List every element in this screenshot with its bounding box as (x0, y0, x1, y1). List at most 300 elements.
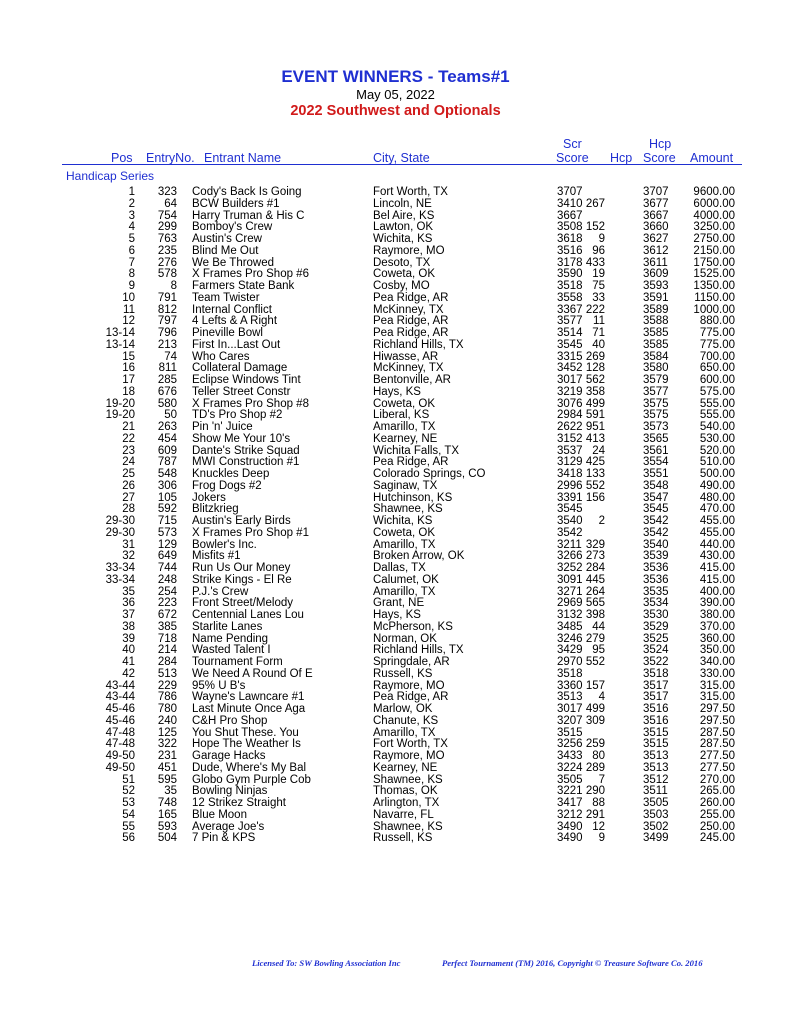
pos-cell: 43-44 (105, 691, 135, 704)
city-state-cell: Pea Ridge, AR (373, 327, 449, 339)
hcp-score-cell: 3589 (643, 303, 669, 316)
entrant-name-cell: Centennial Lanes Lou (192, 609, 304, 621)
entrant-name-cell: P.J.'s Crew (192, 585, 249, 598)
hcp-score-cell: 3585 (643, 327, 669, 339)
city-state-cell: Pea Ridge, AR (373, 691, 449, 704)
entry-no-cell: 105 (157, 491, 177, 504)
hcp-cell: 152 (585, 221, 605, 234)
hcp-cell: 33 (592, 291, 605, 304)
scr-score-cell: 3219 (557, 385, 583, 398)
hcp-score-cell: 3539 (643, 550, 669, 563)
amount-cell: 370.00 (699, 620, 735, 633)
hcp-score-cell: 3573 (643, 421, 669, 433)
entrant-name-cell: Austin's Crew (192, 233, 262, 245)
pos-cell: 13-14 (105, 338, 135, 351)
scr-score-cell: 2622 (557, 421, 583, 433)
pos-cell: 10 (122, 291, 135, 304)
scr-score-cell: 3516 (557, 244, 583, 257)
amount-cell: 390.00 (699, 597, 735, 610)
table-row (0, 281, 791, 293)
entrant-name-cell: Blitzkrieg (192, 503, 239, 516)
amount-cell: 575.00 (699, 385, 735, 398)
city-state-cell: Cosby, MO (373, 280, 430, 292)
hcp-cell: 499 (585, 703, 605, 715)
scr-score-cell: 3129 (557, 456, 583, 469)
amount-cell: 480.00 (699, 491, 735, 504)
hcp-cell: 413 (585, 432, 605, 445)
hcp-cell: 157 (585, 679, 605, 692)
entrant-name-cell: Pineville Bowl (192, 327, 263, 339)
pos-cell: 43-44 (105, 679, 135, 692)
pos-cell: 53 (122, 797, 135, 809)
scr-score-cell: 3558 (557, 291, 583, 304)
entrant-name-cell: Team Twister (192, 291, 260, 304)
footer-license: Licensed To: SW Bowling Association Inc (252, 958, 401, 968)
pos-cell: 19-20 (105, 397, 135, 410)
hcp-cell: 80 (592, 750, 605, 762)
col-header-scr-top: Scr (563, 137, 582, 151)
amount-cell: 380.00 (699, 609, 735, 621)
entry-no-cell: 787 (157, 456, 177, 469)
hcp-cell: 44 (592, 620, 605, 633)
entrant-name-cell: Internal Conflict (192, 303, 272, 316)
city-state-cell: Saginaw, TX (373, 479, 438, 492)
amount-cell: 490.00 (699, 479, 735, 492)
city-state-cell: Raymore, MO (373, 244, 445, 257)
scr-score-cell: 3212 (557, 808, 583, 821)
table-row (0, 340, 791, 352)
entry-no-cell: 592 (157, 503, 177, 516)
entrant-name-cell: Wayne's Lawncare #1 (192, 691, 305, 704)
hcp-score-cell: 3660 (643, 221, 669, 234)
city-state-cell: Amarillo, TX (373, 585, 436, 598)
amount-cell: 500.00 (699, 468, 735, 480)
amount-cell: 265.00 (699, 785, 735, 798)
hcp-cell: 398 (585, 609, 605, 621)
entrant-name-cell: Bowling Ninjas (192, 785, 268, 798)
amount-cell: 287.50 (699, 738, 735, 751)
amount-cell: 1525.00 (693, 268, 735, 281)
amount-cell: 600.00 (699, 374, 735, 386)
scr-score-cell: 2970 (557, 656, 583, 668)
entry-no-cell: 780 (157, 703, 177, 715)
hcp-score-cell: 3548 (643, 479, 669, 492)
pos-cell: 17 (122, 374, 135, 386)
city-state-cell: Marlow, OK (373, 703, 433, 715)
scr-score-cell: 2969 (557, 597, 583, 610)
entrant-name-cell: Bomboy's Crew (192, 221, 273, 234)
pos-cell: 33-34 (105, 573, 135, 586)
amount-cell: 415.00 (699, 562, 735, 574)
amount-cell: 650.00 (699, 362, 735, 375)
hcp-cell: 267 (585, 197, 605, 210)
entry-no-cell: 74 (164, 350, 177, 363)
results-table (0, 187, 791, 845)
entry-no-cell: 763 (157, 233, 177, 245)
scr-score-cell: 3433 (557, 750, 583, 762)
hcp-cell: 329 (585, 538, 605, 551)
hcp-cell: 133 (585, 468, 605, 480)
hcp-cell: 284 (585, 562, 605, 574)
hcp-score-cell: 3513 (643, 750, 669, 762)
pos-cell: 2 (128, 197, 135, 210)
table-row (0, 199, 791, 211)
table-row (0, 833, 791, 845)
entrant-name-cell: Wasted Talent I (192, 644, 271, 657)
hcp-cell: 11 (593, 315, 605, 328)
amount-cell: 277.50 (699, 750, 735, 762)
city-state-cell: Kearney, NE (373, 761, 438, 774)
entry-no-cell: 214 (157, 644, 177, 657)
city-state-cell: Amarillo, TX (373, 726, 436, 739)
entrant-name-cell: X Frames Pro Shop #6 (192, 268, 309, 281)
hcp-score-cell: 3513 (643, 761, 669, 774)
amount-cell: 360.00 (699, 632, 735, 645)
entrant-name-cell: Show Me Your 10's (192, 432, 291, 445)
hcp-score-cell: 3667 (643, 209, 669, 222)
city-state-cell: Hiwasse, AR (373, 350, 439, 363)
scr-score-cell: 3360 (557, 679, 583, 692)
amount-cell: 330.00 (699, 667, 735, 680)
city-state-cell: Wichita, KS (373, 515, 433, 527)
city-state-cell: Hays, KS (373, 609, 421, 621)
scr-score-cell: 3577 (557, 315, 583, 328)
city-state-cell: Fort Worth, TX (373, 738, 448, 751)
entrant-name-cell: MWI Construction #1 (192, 456, 300, 469)
hcp-score-cell: 3575 (643, 409, 669, 422)
scr-score-cell: 3391 (557, 491, 583, 504)
entrant-name-cell: Starlite Lanes (192, 620, 263, 633)
entrant-name-cell: Dude, Where's My Bal (192, 761, 307, 774)
amount-cell: 555.00 (699, 397, 735, 410)
amount-cell: 270.00 (699, 773, 735, 786)
city-state-cell: Colorado Springs, CO (373, 468, 486, 480)
table-row (0, 763, 791, 775)
pos-cell: 29-30 (105, 515, 135, 527)
hcp-score-cell: 3677 (643, 197, 669, 210)
entry-no-cell: 235 (157, 244, 177, 257)
amount-cell: 340.00 (699, 656, 735, 668)
pos-cell: 23 (122, 444, 135, 457)
entrant-name-cell: Name Pending (192, 632, 269, 645)
entry-no-cell: 322 (157, 738, 177, 751)
scr-score-cell: 3256 (557, 738, 583, 751)
amount-cell: 297.50 (699, 703, 735, 715)
amount-cell: 455.00 (699, 515, 735, 527)
hcp-score-cell: 3593 (643, 280, 669, 292)
pos-cell: 33-34 (105, 562, 135, 574)
section-label: Handicap Series (66, 169, 155, 183)
pos-cell: 39 (122, 632, 135, 645)
table-row (0, 469, 791, 481)
hcp-score-cell: 3511 (643, 785, 668, 798)
table-row (0, 704, 791, 716)
entrant-name-cell: Strike Kings - El Re (192, 573, 292, 586)
amount-cell: 3250.00 (693, 221, 735, 234)
amount-cell: 2150.00 (693, 244, 735, 257)
pos-cell: 15 (122, 350, 135, 363)
entrant-name-cell: Last Minute Once Aga (192, 703, 306, 715)
city-state-cell: Broken Arrow, OK (373, 550, 465, 563)
entry-no-cell: 578 (157, 268, 177, 281)
table-row (0, 234, 791, 246)
pos-cell: 27 (122, 491, 135, 504)
entry-no-cell: 240 (157, 714, 177, 727)
city-state-cell: Bel Aire, KS (373, 209, 435, 222)
hcp-cell: 552 (585, 656, 605, 668)
city-state-cell: Richland Hills, TX (373, 644, 464, 657)
hcp-cell: 4 (598, 691, 605, 704)
scr-score-cell: 3514 (557, 327, 583, 339)
pos-cell: 9 (128, 280, 135, 292)
entry-no-cell: 672 (157, 609, 177, 621)
pos-cell: 45-46 (105, 714, 135, 727)
scr-score-cell: 3513 (557, 691, 583, 704)
city-state-cell: Shawnee, KS (373, 773, 443, 786)
city-state-cell: Grant, NE (373, 597, 425, 610)
hcp-score-cell: 3612 (643, 244, 669, 257)
entry-no-cell: 595 (157, 773, 177, 786)
scr-score-cell: 3515 (557, 726, 583, 739)
city-state-cell: Richland Hills, TX (373, 338, 464, 351)
scr-score-cell: 3452 (557, 362, 583, 375)
hcp-score-cell: 3547 (643, 491, 669, 504)
hcp-score-cell: 3609 (643, 268, 669, 281)
hcp-score-cell: 3502 (643, 820, 669, 833)
hcp-cell: 309 (585, 714, 605, 727)
pos-cell: 18 (122, 385, 135, 398)
scr-score-cell: 2996 (557, 479, 583, 492)
entry-no-cell: 791 (157, 291, 177, 304)
footer-copyright: Perfect Tournament (TM) 2016, Copyright © Treasure Software Co. 2016 (442, 958, 703, 968)
pos-cell: 8 (128, 268, 135, 281)
amount-cell: 415.00 (699, 573, 735, 586)
hcp-cell: 259 (585, 738, 605, 751)
scr-score-cell: 2984 (557, 409, 583, 422)
pos-cell: 36 (122, 597, 135, 610)
pos-cell: 6 (128, 244, 135, 257)
hcp-cell: 291 (585, 808, 605, 821)
city-state-cell: McPherson, KS (373, 620, 453, 633)
hcp-cell: 290 (585, 785, 605, 798)
city-state-cell: Norman, OK (373, 632, 437, 645)
city-state-cell: Dallas, TX (373, 562, 426, 574)
city-state-cell: Wichita, KS (373, 233, 433, 245)
amount-cell: 775.00 (699, 327, 735, 339)
hcp-score-cell: 3584 (643, 350, 669, 363)
pos-cell: 32 (122, 550, 135, 563)
amount-cell: 2750.00 (693, 233, 735, 245)
pos-cell: 26 (122, 479, 135, 492)
pos-cell: 13-14 (105, 327, 135, 339)
hcp-score-cell: 3534 (643, 597, 669, 610)
entry-no-cell: 263 (157, 421, 177, 433)
pos-cell: 49-50 (105, 750, 135, 762)
hcp-cell: 75 (592, 280, 605, 292)
entrant-name-cell: Who Cares (192, 350, 250, 363)
hcp-score-cell: 3580 (643, 362, 669, 375)
entry-no-cell: 385 (157, 620, 177, 633)
city-state-cell: Chanute, KS (373, 714, 439, 727)
scr-score-cell: 3410 (557, 197, 583, 210)
city-state-cell: Russell, KS (373, 667, 433, 680)
hcp-cell: 273 (585, 550, 605, 563)
hcp-cell: 7 (598, 773, 605, 786)
hcp-score-cell: 3517 (643, 691, 669, 704)
hcp-score-cell: 3516 (643, 703, 669, 715)
hcp-cell: 9 (598, 832, 605, 845)
table-row (0, 328, 791, 340)
hcp-score-cell: 3512 (643, 773, 669, 786)
amount-cell: 540.00 (699, 421, 735, 433)
scr-score-cell: 3508 (557, 221, 583, 234)
entrant-name-cell: Cody's Back Is Going (192, 186, 302, 198)
entry-no-cell: 754 (157, 209, 177, 222)
entry-no-cell: 548 (157, 468, 177, 480)
hcp-score-cell: 3542 (643, 526, 669, 539)
scr-score-cell: 3537 (557, 444, 583, 457)
city-state-cell: Pea Ridge, AR (373, 456, 449, 469)
amount-cell: 245.00 (699, 832, 735, 845)
city-state-cell: Shawnee, KS (373, 503, 443, 516)
pos-cell: 19-20 (105, 409, 135, 422)
hcp-score-cell: 3577 (643, 385, 669, 398)
pos-cell: 52 (122, 785, 135, 798)
col-header-hcp-score-bottom: Score (643, 151, 676, 165)
amount-cell: 455.00 (699, 526, 735, 539)
amount-cell: 250.00 (699, 820, 735, 833)
entrant-name-cell: Collateral Damage (192, 362, 288, 375)
hcp-cell: 445 (585, 573, 605, 586)
entrant-name-cell: Tournament Form (192, 656, 283, 668)
hcp-cell: 951 (585, 421, 605, 433)
hcp-cell: 433 (585, 256, 605, 269)
scr-score-cell: 3707 (557, 186, 583, 198)
amount-cell: 775.00 (699, 338, 735, 351)
entrant-name-cell: Austin's Early Birds (192, 515, 291, 527)
entry-no-cell: 223 (157, 597, 177, 610)
scr-score-cell: 3132 (557, 609, 583, 621)
hcp-score-cell: 3591 (643, 291, 669, 304)
hcp-score-cell: 3579 (643, 374, 669, 386)
scr-score-cell: 3246 (557, 632, 583, 645)
pos-cell: 24 (122, 456, 135, 469)
amount-cell: 440.00 (699, 538, 735, 551)
amount-cell: 1350.00 (693, 280, 735, 292)
hcp-score-cell: 3565 (643, 432, 669, 445)
amount-cell: 530.00 (699, 432, 735, 445)
scr-score-cell: 3221 (557, 785, 583, 798)
amount-cell: 400.00 (699, 585, 735, 598)
hcp-score-cell: 3542 (643, 515, 669, 527)
city-state-cell: Thomas, OK (373, 785, 438, 798)
entrant-name-cell: Hope The Weather Is (192, 738, 301, 751)
entry-no-cell: 35 (164, 785, 177, 798)
hcp-cell: 88 (592, 797, 605, 809)
city-state-cell: Lawton, OK (373, 221, 434, 234)
entry-no-cell: 165 (157, 808, 177, 821)
amount-cell: 315.00 (699, 679, 735, 692)
scr-score-cell: 3518 (557, 667, 583, 680)
hcp-score-cell: 3530 (643, 609, 669, 621)
amount-cell: 255.00 (699, 808, 735, 821)
hcp-score-cell: 3515 (643, 726, 669, 739)
entrant-name-cell: TD's Pro Shop #2 (192, 409, 283, 422)
hcp-score-cell: 3536 (643, 573, 669, 586)
scr-score-cell: 3271 (557, 585, 583, 598)
amount-cell: 1750.00 (693, 256, 735, 269)
city-state-cell: Amarillo, TX (373, 538, 436, 551)
entry-no-cell: 248 (157, 573, 177, 586)
table-row (0, 528, 791, 540)
entrant-name-cell: Front Street/Melody (192, 597, 293, 610)
hcp-score-cell: 3499 (643, 832, 669, 845)
entrant-name-cell: Pin 'n' Juice (192, 421, 253, 433)
table-row (0, 657, 791, 669)
entry-no-cell: 229 (157, 679, 177, 692)
table-row (0, 434, 791, 446)
entry-no-cell: 513 (157, 667, 177, 680)
scr-score-cell: 3417 (557, 797, 583, 809)
scr-score-cell: 3429 (557, 644, 583, 657)
scr-score-cell: 3178 (557, 256, 583, 269)
col-header-entrant-name: Entrant Name (204, 151, 282, 165)
city-state-cell: Wichita Falls, TX (373, 444, 460, 457)
col-header-amount: Amount (690, 151, 734, 165)
city-state-cell: Raymore, MO (373, 679, 445, 692)
entry-no-cell: 609 (157, 444, 177, 457)
scr-score-cell: 3518 (557, 280, 583, 292)
table-row (0, 669, 791, 681)
entrant-name-cell: We Be Throwed (192, 256, 275, 269)
hcp-score-cell: 3525 (643, 632, 669, 645)
pos-cell: 4 (128, 221, 135, 234)
hcp-cell: 2 (598, 515, 605, 527)
entry-no-cell: 649 (157, 550, 177, 563)
pos-cell: 7 (128, 256, 135, 269)
scr-score-cell: 3418 (557, 468, 583, 480)
scr-score-cell: 3315 (557, 350, 583, 363)
hcp-score-cell: 3561 (643, 444, 669, 457)
hcp-score-cell: 3540 (643, 538, 669, 551)
pos-cell: 40 (122, 644, 135, 657)
hcp-cell: 499 (585, 397, 605, 410)
entry-no-cell: 744 (157, 562, 177, 574)
hcp-cell: 358 (585, 385, 605, 398)
amount-cell: 1000.00 (693, 303, 735, 316)
city-state-cell: Calumet, OK (373, 573, 439, 586)
hcp-cell: 24 (592, 444, 605, 457)
hcp-score-cell: 3518 (643, 667, 669, 680)
hcp-cell: 552 (585, 479, 605, 492)
hcp-cell: 289 (585, 761, 605, 774)
pos-cell: 1 (128, 186, 135, 198)
pos-cell: 45-46 (105, 703, 135, 715)
scr-score-cell: 3545 (557, 338, 583, 351)
table-row (0, 810, 791, 822)
hcp-score-cell: 3529 (643, 620, 669, 633)
scr-score-cell: 3367 (557, 303, 583, 316)
entrant-name-cell: 4 Lefts & A Right (192, 315, 278, 328)
amount-cell: 470.00 (699, 503, 735, 516)
entry-no-cell: 715 (157, 515, 177, 527)
amount-cell: 880.00 (699, 315, 735, 328)
event-subtitle: 2022 Southwest and Optionals (290, 103, 501, 119)
hcp-score-cell: 3516 (643, 714, 669, 727)
scr-score-cell: 3590 (557, 268, 583, 281)
scr-score-cell: 3490 (557, 820, 583, 833)
city-state-cell: Pea Ridge, AR (373, 315, 449, 328)
